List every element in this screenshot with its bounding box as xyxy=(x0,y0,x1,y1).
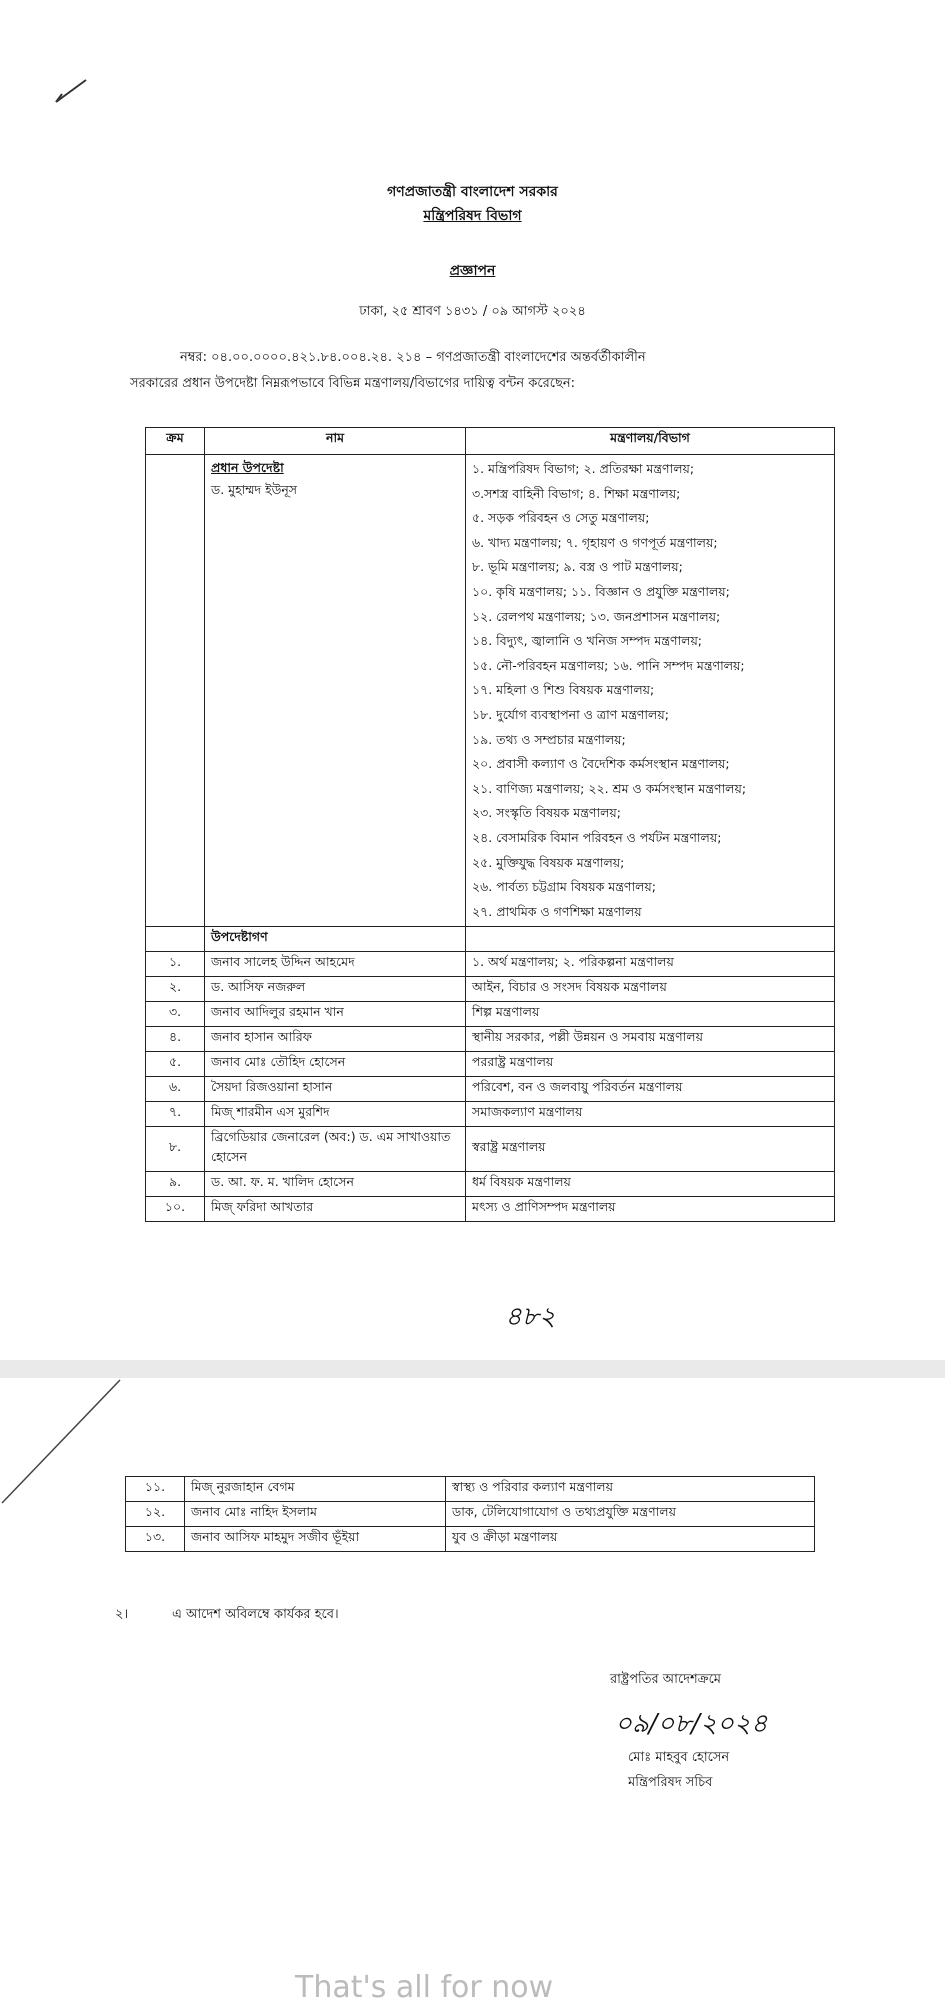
table-row xyxy=(126,1527,815,1552)
initials-mark: ৪৮২ xyxy=(505,1302,556,1332)
row-serial: ২. xyxy=(146,977,205,1002)
clause-text: এ আদেশ অবিলম্বে কার্যকর হবে। xyxy=(172,1607,339,1622)
ministry-line: ২১. বাণিজ্য মন্ত্রণালয়; ২২. শ্রম ও কর্মসংস্থান মন্ত্রণালয়; xyxy=(472,780,747,796)
row-ministry: ডাক, টেলিযোগাযোগ ও তথ্যপ্রযুক্তি মন্ত্রণালয় xyxy=(446,1502,815,1527)
ministry-line: ২০. প্রবাসী কল্যাণ ও বৈদেশিক কর্মসংস্থান মন্ত্রণালয়; xyxy=(472,756,730,772)
date-line: ঢাকা, ২৫ শ্রাবণ ১৪৩১ / ০৯ আগস্ট ২০২৪ xyxy=(359,304,586,319)
advisers-title: উপদেষ্টাগণ xyxy=(205,927,466,952)
ministry-line: ১৯. তথ্য ও সম্প্রচার মন্ত্রণালয়; xyxy=(472,731,626,747)
table-row xyxy=(146,1102,835,1127)
signatory-name: মোঃ মাহবুব হোসেন xyxy=(628,1750,730,1765)
ministry-line: ২৩. সংস্কৃতি বিষয়ক মন্ত্রণালয়; xyxy=(472,805,621,821)
row-serial: ৪. xyxy=(146,1027,205,1052)
doc-type: প্রজ্ঞাপন xyxy=(449,263,496,279)
chief-ministries xyxy=(466,455,835,927)
row-name: জনাব মোঃ তৌহিদ হোসেন xyxy=(205,1052,466,1077)
ministry-line: ২৪. বেসামরিক বিমান পরিবহন ও পর্যটন মন্ত্রণালয়; xyxy=(472,829,722,845)
row-name: ব্রিগেডিয়ার জেনারেল (অব:) ড. এম সাখাওয়াত হোসেন xyxy=(205,1127,466,1172)
row-name: জনাব আসিফ মাহমুদ সজীব ভূঁইয়া xyxy=(185,1527,446,1552)
ministry-line: ১. মন্ত্রিপরিষদ বিভাগ; ২. প্রতিরক্ষা মন্ত্রণালয়; xyxy=(472,461,695,476)
row-serial: ৭. xyxy=(146,1102,205,1127)
ministry-line: ৮. ভূমি মন্ত্রণালয়; ৯. বস্ত্র ও পাট মন্ত্রণালয়; xyxy=(472,559,683,575)
ministry-line: ১৭. মহিলা ও শিশু বিষয়ক মন্ত্রণালয়; xyxy=(472,682,655,698)
ministry-line: ৬. খাদ্য মন্ত্রণালয়; ৭. গৃহায়ণ ও গণপূর্ত মন্ত্রণালয়; xyxy=(472,534,718,550)
row-ministry: যুব ও ক্রীড়া মন্ত্রণালয় xyxy=(446,1527,815,1552)
table-row xyxy=(146,1077,835,1102)
table-cell xyxy=(146,927,205,952)
row-name: জনাব আদিলুর রহমান খান xyxy=(205,1002,466,1027)
table-header-row xyxy=(146,428,835,455)
memo-number-line: নম্বর: ০৪.০০.০০০০.৪২১.৮৪.০০৪.২৪. ২১৪ – গণপ্রজাতন্ত্রী বাংলাদেশের অন্তর্বর্তীকালীন xyxy=(180,350,646,365)
pen-mark xyxy=(52,76,92,106)
row-serial: ৮. xyxy=(146,1127,205,1172)
table-row xyxy=(146,1027,835,1052)
col-header-serial: ক্রম xyxy=(146,428,205,455)
table-row xyxy=(126,1477,815,1502)
table-row xyxy=(146,1127,835,1172)
order-line: রাষ্ট্রপতির আদেশক্রমে xyxy=(610,1672,722,1687)
row-serial: ১২. xyxy=(126,1502,185,1527)
row-name: মিজ্ ফরিদা আখতার xyxy=(205,1197,466,1222)
ministry-line: ৫. সড়ক পরিবহন ও সেতু মন্ত্রণালয়; xyxy=(472,510,650,526)
row-serial: ১. xyxy=(146,952,205,977)
signatory-designation: মন্ত্রিপরিষদ সচিব xyxy=(628,1775,713,1790)
row-serial: ৩. xyxy=(146,1002,205,1027)
row-ministry: আইন, বিচার ও সংসদ বিষয়ক মন্ত্রণালয় xyxy=(466,977,835,1002)
intro-line: সরকারের প্রধান উপদেষ্টা নিম্নরূপভাবে বিভিন্ন মন্ত্রণালয়/বিভাগের দায়িত্ব বন্টন করেছেন: xyxy=(130,376,575,391)
row-ministry: পরিবেশ, বন ও জলবায়ু পরিবর্তন মন্ত্রণালয় xyxy=(466,1077,835,1102)
table-row xyxy=(146,977,835,1002)
ministry-line: ৩.সশস্ত্র বাহিনী বিভাগ; ৪. শিক্ষা মন্ত্রণালয়; xyxy=(472,485,681,501)
ministry-line: ১২. রেলপথ মন্ত্রণালয়; ১৩. জনপ্রশাসন মন্ত্রণালয়; xyxy=(472,608,721,624)
pen-stroke xyxy=(0,1378,130,1508)
table-cell xyxy=(466,927,835,952)
ministry-line: ২৬. পার্বত্য চট্টগ্রাম বিষয়ক মন্ত্রণালয়; xyxy=(472,879,656,895)
row-serial: ১৩. xyxy=(126,1527,185,1552)
page-separator xyxy=(0,1360,945,1378)
chief-adviser-row xyxy=(146,455,835,927)
row-ministry: স্বরাষ্ট্র মন্ত্রণালয় xyxy=(466,1127,835,1172)
row-ministry: সমাজকল্যাণ মন্ত্রণালয় xyxy=(466,1102,835,1127)
document-page-2 xyxy=(0,1378,945,2005)
row-serial: ৬. xyxy=(146,1077,205,1102)
row-serial: ৫. xyxy=(146,1052,205,1077)
ministry-line: ১৪. বিদ্যুৎ, জ্বালানি ও খনিজ সম্পদ মন্ত্রণালয়; xyxy=(472,633,703,649)
table-cell xyxy=(146,455,205,927)
row-serial: ১০. xyxy=(146,1197,205,1222)
allocation-table-continued xyxy=(125,1476,815,1552)
advisers-title-row xyxy=(146,927,835,952)
row-name: জনাব মোঃ নাহিদ ইসলাম xyxy=(185,1502,446,1527)
table-row xyxy=(146,1002,835,1027)
row-ministry: মৎস্য ও প্রাণিসম্পদ মন্ত্রণালয় xyxy=(466,1197,835,1222)
table-row xyxy=(126,1502,815,1527)
row-ministry: পররাষ্ট্র মন্ত্রণালয় xyxy=(466,1052,835,1077)
table-row xyxy=(146,1052,835,1077)
ministry-line: ১০. কৃষি মন্ত্রণালয়; ১১. বিজ্ঞান ও প্রযুক্তি মন্ত্রণালয়; xyxy=(472,583,730,599)
table-row xyxy=(146,952,835,977)
signature: ০৯/০৮/২০২৪ xyxy=(615,1709,768,1739)
row-name: ড. আ. ফ. ম. খালিদ হোসেন xyxy=(205,1172,466,1197)
govt-title: গণপ্রজাতন্ত্রী বাংলাদেশ সরকার xyxy=(387,184,558,200)
row-name: জনাব সালেহ উদ্দিন আহমেদ xyxy=(205,952,466,977)
chief-name: ড. মুহাম্মদ ইউনূস xyxy=(211,482,298,497)
col-header-name: নাম xyxy=(205,428,466,455)
footer-caption: That's all for now xyxy=(295,1970,554,2005)
row-name: ড. আসিফ নজরুল xyxy=(205,977,466,1002)
row-ministry: ১. অর্থ মন্ত্রণালয়; ২. পরিকল্পনা মন্ত্রণালয় xyxy=(466,952,835,977)
row-ministry: স্থানীয় সরকার, পল্লী উন্নয়ন ও সমবায় মন্ত্রণালয় xyxy=(466,1027,835,1052)
row-name: মিজ্ নুরজাহান বেগম xyxy=(185,1477,446,1502)
row-serial: ১১. xyxy=(126,1477,185,1502)
col-header-ministry: মন্ত্রণালয়/বিভাগ xyxy=(466,428,835,455)
division-title: মন্ত্রিপরিষদ বিভাগ xyxy=(423,208,522,224)
chief-title: প্রধান উপদেষ্টা xyxy=(211,460,284,475)
row-ministry: ধর্ম বিষয়ক মন্ত্রণালয় xyxy=(466,1172,835,1197)
ministry-line: ২৫. মুক্তিযুদ্ধ বিষয়ক মন্ত্রণালয়; xyxy=(472,854,625,870)
ministry-line: ১৫. নৌ-পরিবহন মন্ত্রণালয়; ১৬. পানি সম্পদ মন্ত্রণালয়; xyxy=(472,657,745,673)
table-cell xyxy=(205,455,466,927)
row-ministry: শিল্প মন্ত্রণালয় xyxy=(466,1002,835,1027)
table-row xyxy=(146,1197,835,1222)
ministry-line: ১৮. দুর্যোগ ব্যবস্থাপনা ও ত্রাণ মন্ত্রণালয়; xyxy=(472,706,669,722)
row-ministry: স্বাস্থ্য ও পরিবার কল্যাণ মন্ত্রণালয় xyxy=(446,1477,815,1502)
row-name: সৈয়দা রিজওয়ানা হাসান xyxy=(205,1077,466,1102)
clause-number: ২। xyxy=(115,1607,129,1622)
table-row xyxy=(146,1172,835,1197)
row-serial: ৯. xyxy=(146,1172,205,1197)
row-name: জনাব হাসান আরিফ xyxy=(205,1027,466,1052)
ministry-line: ২৭. প্রাথমিক ও গণশিক্ষা মন্ত্রণালয় xyxy=(472,903,642,919)
row-name: মিজ্ শারমীন এস মুরশিদ xyxy=(205,1102,466,1127)
allocation-table xyxy=(145,427,835,1222)
